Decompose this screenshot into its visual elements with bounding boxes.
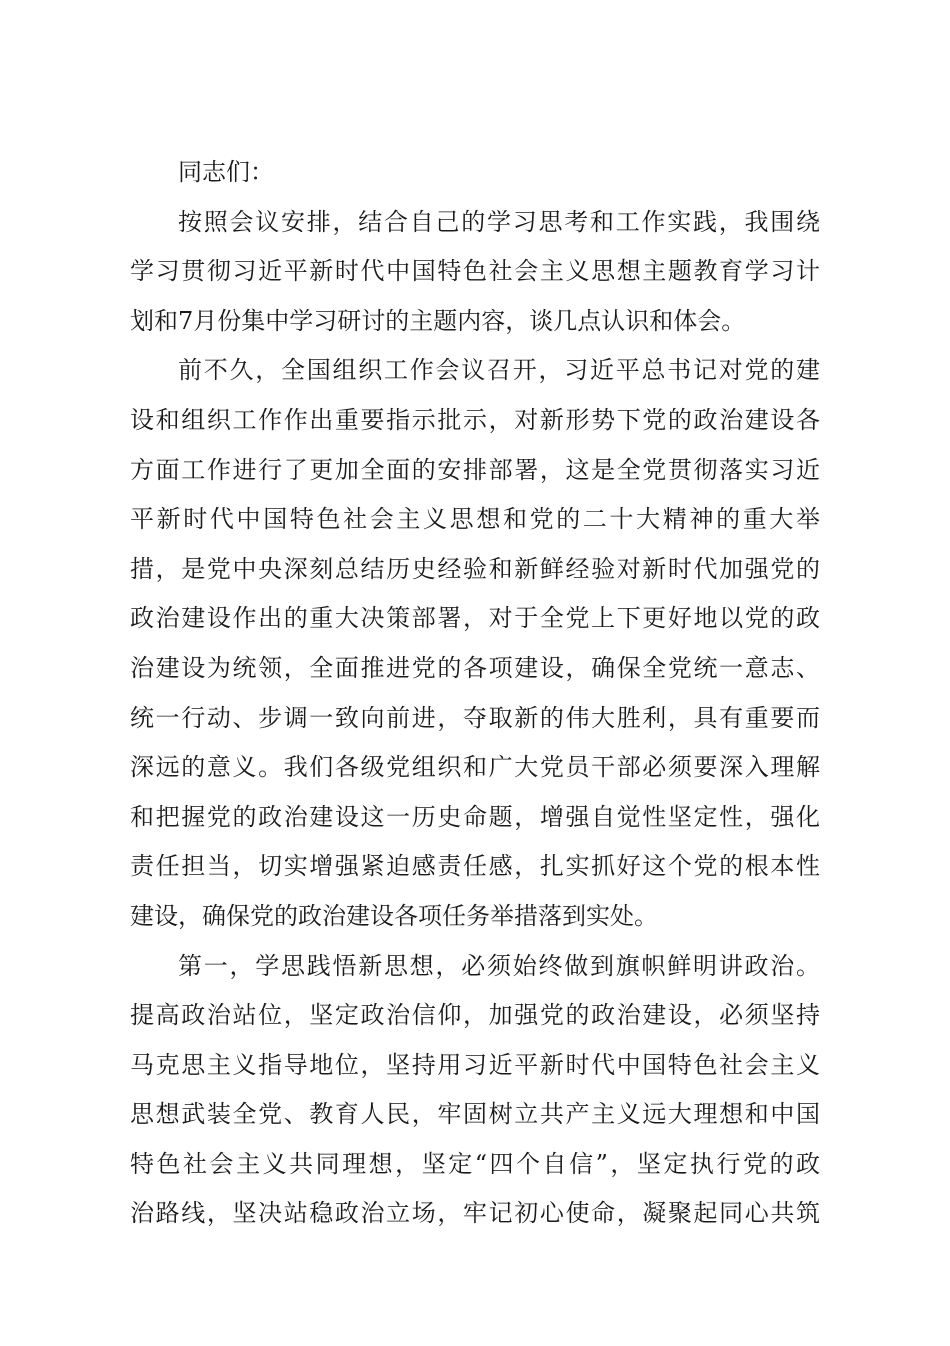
paragraph-3-line-4: 思想武装全党、教育人民，牢固树立共产主义远大理想和中国: [130, 1100, 820, 1129]
paragraph-1-line-2: 学习贯彻习近平新时代中国特色社会主义思想主题教育学习计: [130, 257, 820, 286]
paragraph-2-line-3: 方面工作进行了更加全面的安排部署，这是全党贯彻落实习近: [130, 455, 820, 484]
paragraph-2-line-8: 统一行动、步调一致向前进，夺取新的伟大胜利，具有重要而: [130, 703, 820, 732]
paragraph-2-line-5: 措，是党中央深刻总结历史经验和新鲜经验对新时代加强党的: [130, 554, 820, 583]
paragraph-2-line-4: 平新时代中国特色社会主义思想和党的二十大精神的重大举: [130, 505, 820, 534]
paragraph-2-line-7: 治建设为统领，全面推进党的各项建设，确保全党统一意志、: [130, 653, 820, 682]
paragraph-2-line-1: 前不久，全国组织工作会议召开，习近平总书记对党的建: [178, 356, 820, 385]
paragraph-3-line-3: 马克思主义指导地位，坚持用习近平新时代中国特色社会主义: [130, 1050, 820, 1079]
document-body: [130, 148, 820, 1239]
paragraph-1-line-3: 划和7月份集中学习研讨的主题内容，谈几点认识和体会。: [130, 306, 746, 335]
greeting-line: 同志们：: [178, 158, 274, 186]
paragraph-3-line-5: 特色社会主义共同理想，坚定“四个自信”，坚定执行党的政: [130, 1149, 820, 1178]
paragraph-2-line-2: 设和组织工作作出重要指示批示，对新形势下党的政治建设各: [130, 405, 820, 434]
paragraph-2-line-6: 政治建设作出的重大决策部署，对于全党上下更好地以党的政: [130, 604, 820, 633]
paragraph-2-line-11: 责任担当，切实增强紧迫感责任感，扎实抓好这个党的根本性: [130, 852, 820, 881]
paragraph-3-line-6: 治路线，坚决站稳政治立场，牢记初心使命，凝聚起同心共筑: [130, 1199, 820, 1228]
paragraph-2-line-9: 深远的意义。我们各级党组织和广大党员干部必须要深入理解: [130, 753, 820, 782]
paragraph-3-line-2: 提高政治站位，坚定政治信仰，加强党的政治建设，必须坚持: [130, 1001, 820, 1030]
paragraph-2-line-10: 和把握党的政治建设这一历史命题，增强自觉性坚定性，强化: [130, 802, 820, 831]
paragraph-1-line-1: 按照会议安排，结合自己的学习思考和工作实践，我围绕: [178, 207, 820, 236]
paragraph-3-line-1: 第一，学思践悟新思想，必须始终做到旗帜鲜明讲政治。: [178, 951, 820, 980]
paragraph-2-line-12: 建设，确保党的政治建设各项任务举措落到实处。: [130, 901, 658, 930]
